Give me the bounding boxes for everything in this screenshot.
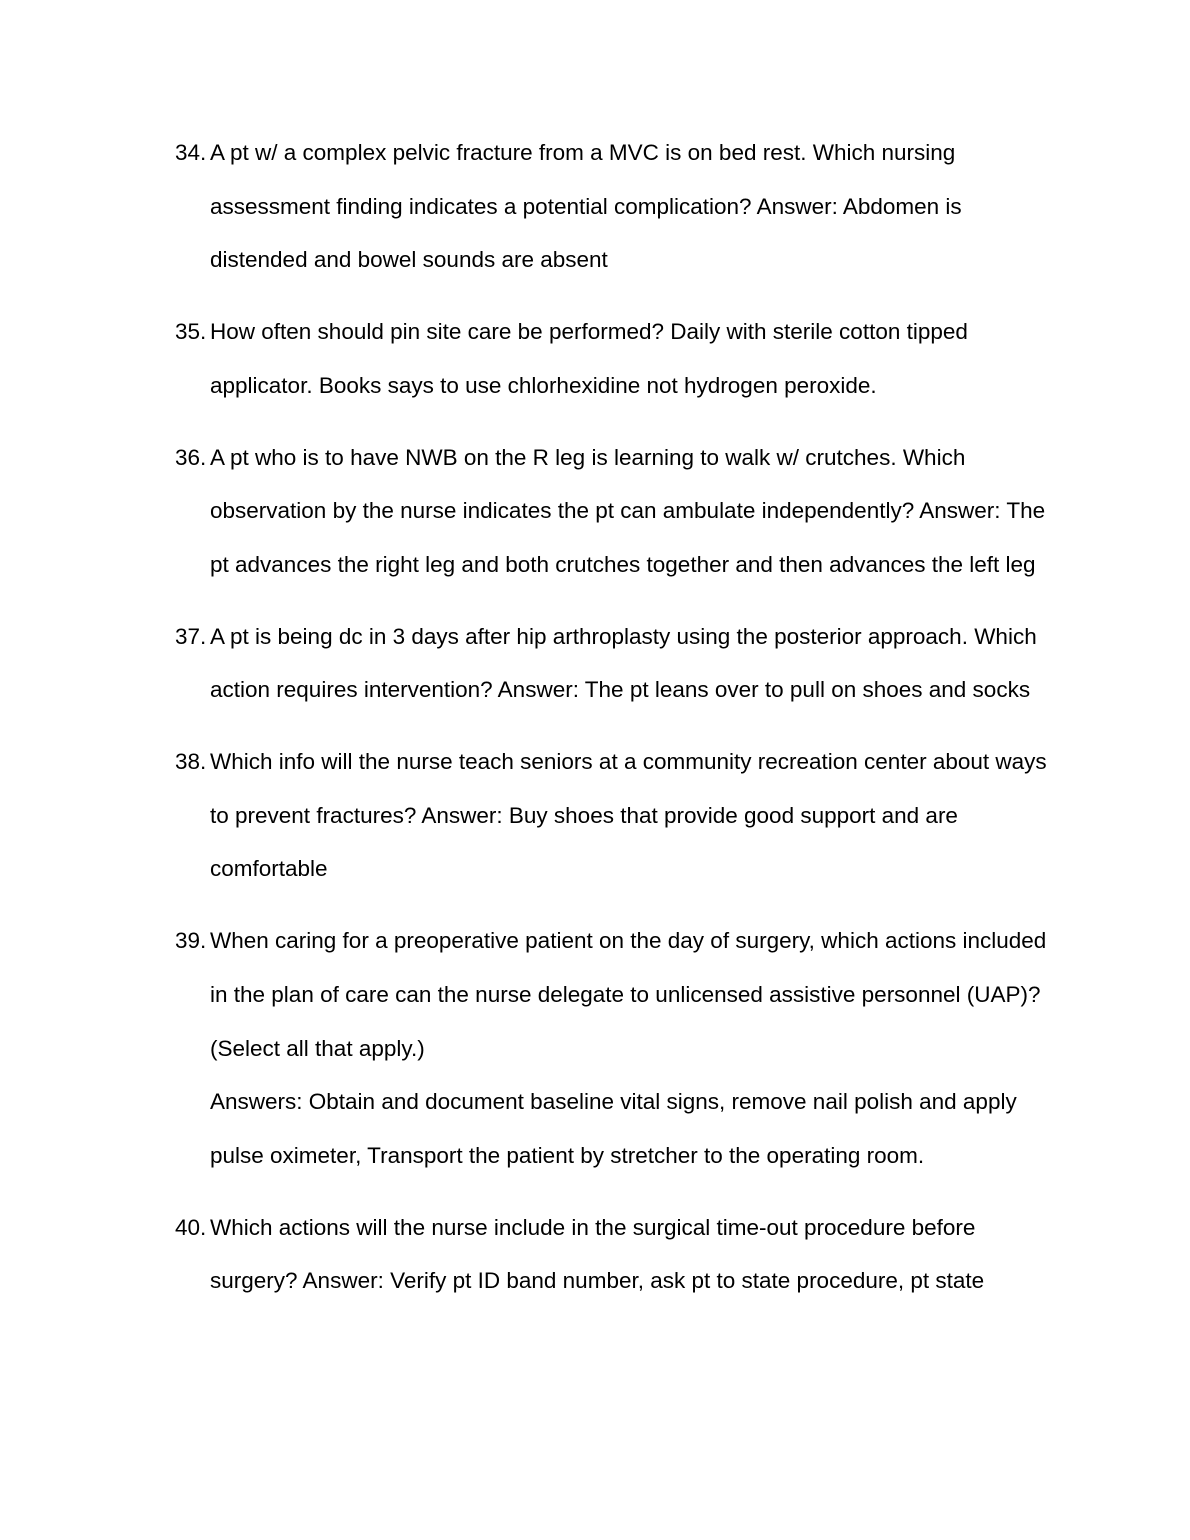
item-text: Which info will the nurse teach seniors at a community recreation center about ways to prevent fractures? Answer: Buy shoes that provide good support and are comfortable [210,749,1047,882]
question-list [175,126,1055,1326]
item-number: 40. [175,1214,207,1240]
item-number: 37. [175,623,207,649]
item-number: 39. [175,928,207,954]
item-number: 38. [175,749,207,775]
item-answer-text: Answers: Obtain and document baseline vital signs, remove nail polish and apply pulse oximeter, Transport the patient by stretcher to the operating room. [210,1089,1017,1168]
list-item [175,914,1055,1183]
item-text: A pt who is to have NWB on the R leg is learning to walk w/ crutches. Which observation by the nurse indicates the pt can ambulate independently? Answer: The pt advances the right leg and both crutches together and then advances the left leg [210,444,1046,577]
item-text: Which actions will the nurse include in the surgical time-out procedure before surgery? Answer: Verify pt ID band number, ask pt to state procedure, pt state [210,1214,985,1294]
item-text: How often should pin site care be performed? Daily with sterile cotton tipped applicator. Books says to use chlorhexidine not hydrogen peroxide. [210,319,968,398]
list-item [175,431,1055,592]
list-item [175,735,1055,896]
item-text: A pt w/ a complex pelvic fracture from a MVC is on bed rest. Which nursing assessment finding indicates a potential complication? Answer: Abdomen is distended and bowel sounds are absent [210,140,962,273]
list-item [175,610,1055,717]
item-number: 35. [175,319,207,345]
item-number: 36. [175,444,207,470]
list-item [175,126,1055,287]
list-item [175,305,1055,412]
list-item [175,1201,1055,1308]
item-text: When caring for a preoperative patient on the day of surgery, which actions included in the plan of care can the nurse delegate to unlicensed assistive personnel (UAP)? (Select all that apply.) [210,928,1047,1061]
item-number: 34. [175,140,207,165]
item-text: A pt is being dc in 3 days after hip arthroplasty using the posterior approach. Which action requires intervention? Answer: The pt leans over to pull on shoes and socks [210,623,1037,703]
